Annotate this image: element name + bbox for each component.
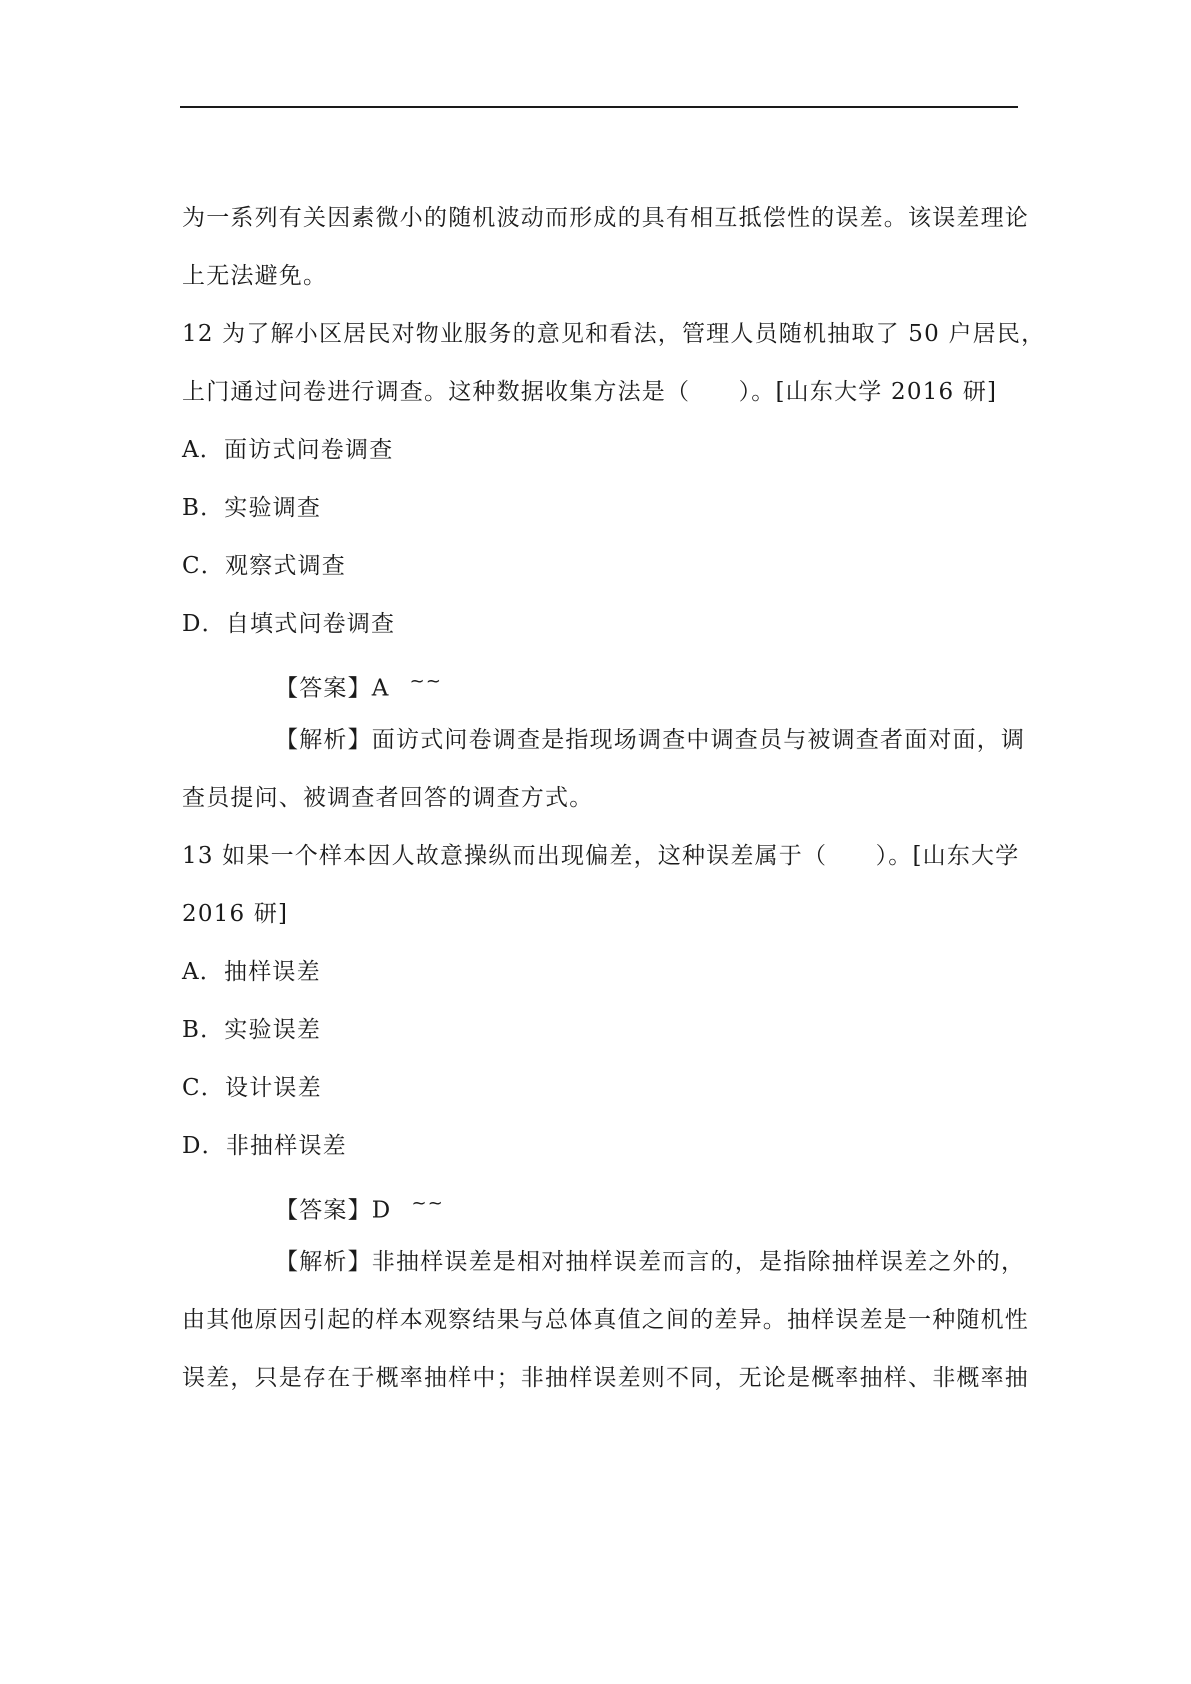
question-12-analysis-line-1: 【解析】面访式问卷调查是指现场调查中调查员与被调查者面对面，调 xyxy=(275,727,1026,753)
question-13-answer xyxy=(275,1188,444,1227)
question-13-option-a: A．抽样误差 xyxy=(182,959,321,985)
question-12-option-a: A．面访式问卷调查 xyxy=(182,437,394,463)
question-12-option-b: B．实验调查 xyxy=(182,495,322,521)
continuation-line-1: 为一系列有关因素微小的随机波动而形成的具有相互抵偿性的误差。该误差理论 xyxy=(182,205,1029,231)
question-13-analysis-line-1: 【解析】非抽样误差是相对抽样误差而言的，是指除抽样误差之外的， xyxy=(275,1249,1026,1275)
question-12-answer-mark: ~~ xyxy=(409,671,443,692)
question-13-stem-line-1: 13 如果一个样本因人故意操纵而出现偏差，这种误差属于（ ）。[山东大学 xyxy=(182,843,1020,869)
question-12-stem-line-2: 上门通过问卷进行调查。这种数据收集方法是（ ）。[山东大学 2016 研] xyxy=(182,379,998,405)
question-13-stem-line-2: 2016 研] xyxy=(182,901,289,927)
question-13-analysis-line-2: 由其他原因引起的样本观察结果与总体真值之间的差异。抽样误差是一种随机性 xyxy=(182,1307,1029,1333)
question-13-option-d: D．非抽样误差 xyxy=(182,1133,347,1159)
question-13-answer-mark: ~~ xyxy=(411,1193,445,1214)
header-rule xyxy=(180,106,1018,108)
question-13-option-b: B．实验误差 xyxy=(182,1017,322,1043)
question-13-answer-text: 【答案】D xyxy=(275,1197,392,1224)
question-12-analysis-line-2: 查员提问、被调查者回答的调查方式。 xyxy=(182,785,594,811)
question-13-analysis-line-3: 误差，只是存在于概率抽样中；非抽样误差则不同，无论是概率抽样、非概率抽 xyxy=(182,1365,1029,1391)
question-12-stem-line-1: 12 为了解小区居民对物业服务的意见和看法，管理人员随机抽取了 50 户居民， xyxy=(182,321,1046,347)
continuation-line-2: 上无法避免。 xyxy=(182,263,328,289)
question-12-answer-text: 【答案】A xyxy=(275,675,390,702)
question-12-option-c: C．观察式调查 xyxy=(182,553,346,579)
question-12-answer xyxy=(275,666,442,705)
question-13-option-c: C．设计误差 xyxy=(182,1075,322,1101)
question-12-option-d: D．自填式问卷调查 xyxy=(182,611,396,637)
